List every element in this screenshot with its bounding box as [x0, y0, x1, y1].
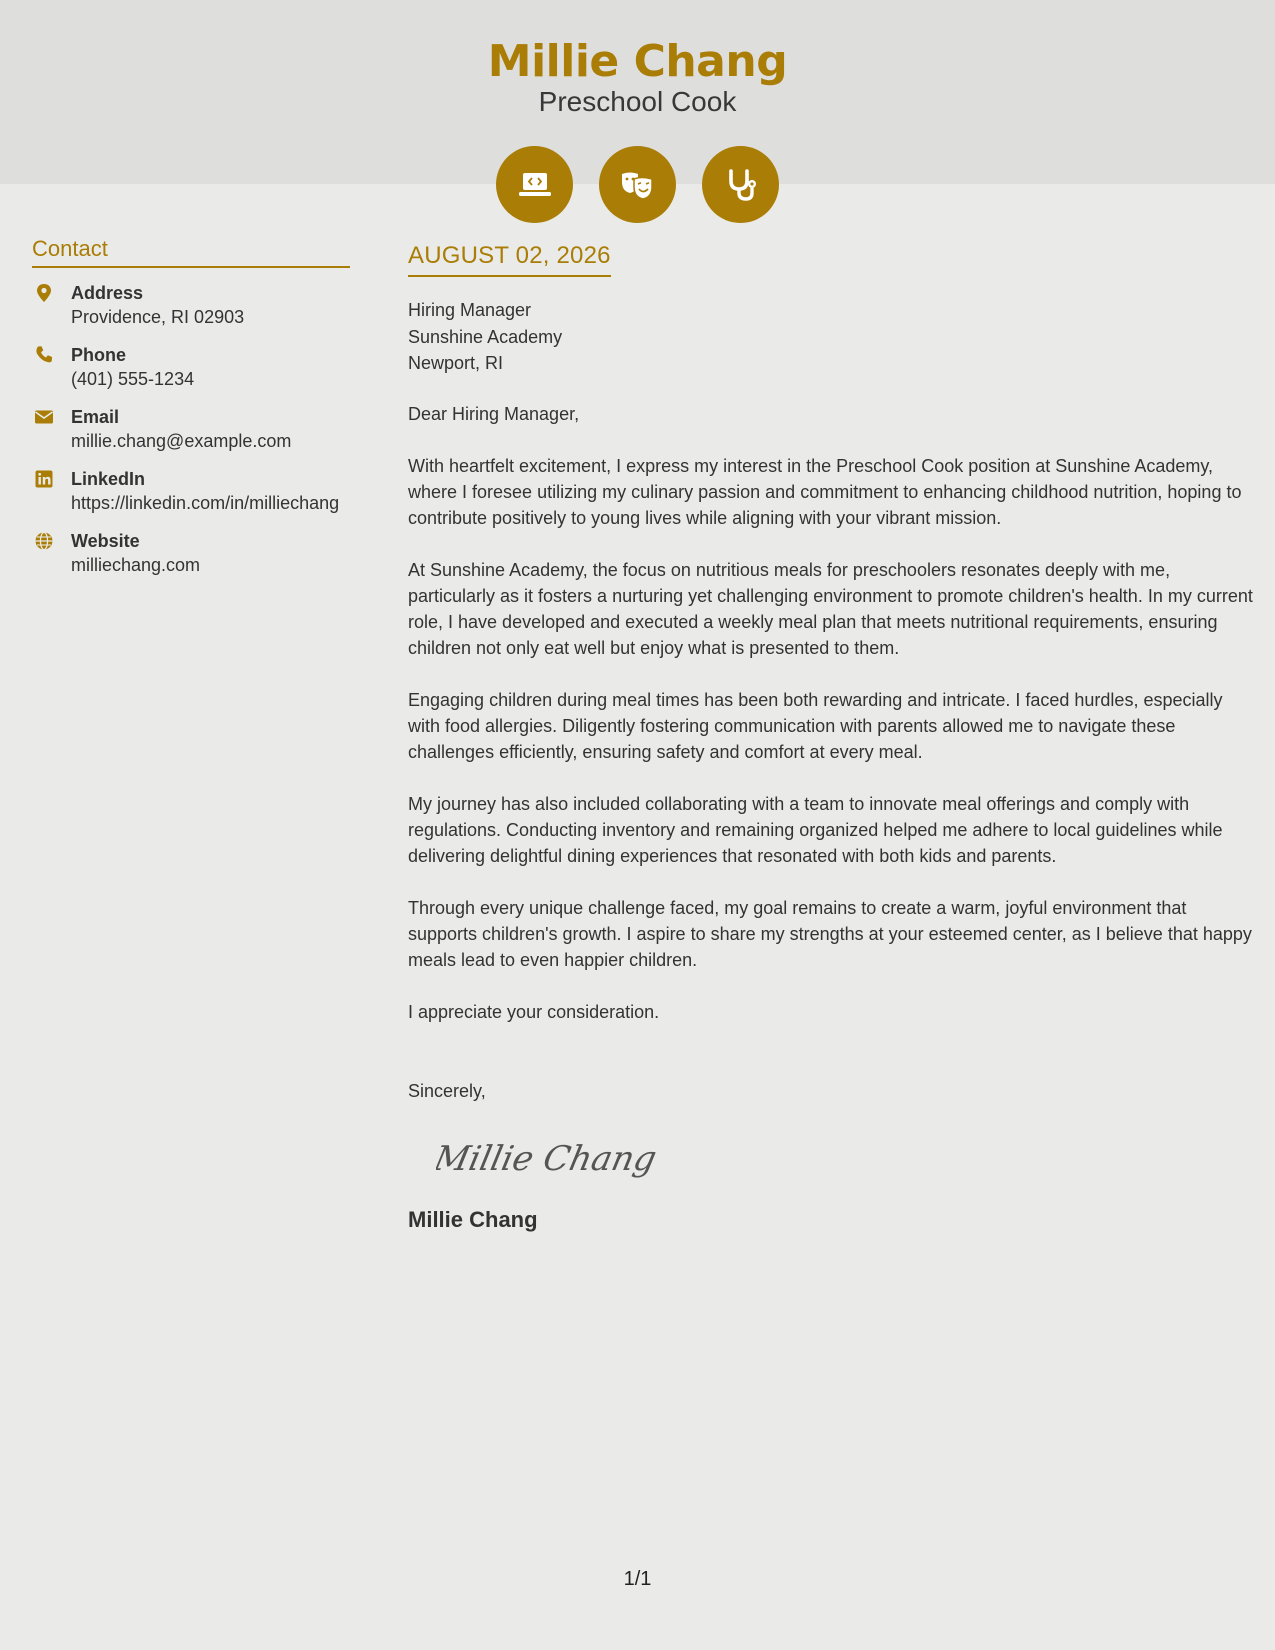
map-pin-icon [34, 283, 54, 303]
contact-label: Phone [71, 345, 127, 365]
signature [436, 1134, 1253, 1193]
contact-address [32, 281, 350, 330]
recipient-block [408, 297, 1253, 377]
contact-heading: Contact [32, 236, 350, 268]
contact-label: Address [71, 283, 144, 303]
laptop-code-icon [496, 146, 573, 223]
signature-text: Millie Chang [436, 1138, 656, 1179]
stethoscope-icon [702, 146, 779, 223]
interest-icons [496, 146, 779, 223]
globe-icon [34, 531, 54, 551]
paragraph: Engaging children during meal times has been both rewarding and intricate. I faced hurdles, especially with food allergies. Diligently fostering communication with parents allowed me to navigate these challenges efficiently, ensuring safety and comfort at every meal. [408, 689, 1223, 762]
letter-date: AUGUST 02, 2026 [408, 241, 611, 277]
recipient-line: Newport, RI [408, 353, 504, 373]
paragraph: At Sunshine Academy, the focus on nutritious meals for preschoolers resonates deeply with me, particularly as it fosters a nurturing yet challenging environment to promote children's health. In my current role, I have developed and executed a weekly meal plan that meets nutritional requirements, ensuring children not only eat well but enjoy what is presented to them. [408, 559, 1253, 658]
contact-value[interactable]: https://linkedin.com/in/milliechang [71, 493, 340, 513]
candidate-name: Millie Chang [487, 36, 788, 87]
contact-phone [32, 343, 350, 392]
page-indicator: 1/1 [623, 1568, 652, 1590]
contact-email [32, 405, 350, 454]
phone-icon [34, 345, 54, 365]
signer-name: Millie Chang [408, 1206, 538, 1232]
paragraph: With heartfelt excitement, I express my interest in the Preschool Cook position at Sunshine Academy, where I foresee utilizing my culinary passion and commitment to enhancing childhood nutrition, hoping to contribute positively to young lives while aligning with your vibrant mission. [408, 455, 1242, 528]
recipient-line: Sunshine Academy [408, 326, 563, 347]
contact-value[interactable]: milliechang.com [71, 555, 201, 575]
paragraph: Through every unique challenge faced, my goal remains to create a warm, joyful environment that supports children's growth. I aspire to share my strengths at your esteemed center, as I believe that happy meals lead to even happier children. [408, 897, 1252, 970]
recipient-line: Hiring Manager [408, 300, 532, 320]
contact-value[interactable]: millie.chang@example.com [71, 431, 292, 451]
signature-image [436, 1134, 656, 1186]
linkedin-icon [34, 469, 54, 489]
paragraph: My journey has also included collaborating with a team to innovate meal offerings and comply with regulations. Conducting inventory and remaining organized helped me adhere to local guidelines while delivering delightful dining experiences that resonated with both kids and parents. [408, 793, 1223, 866]
contact-label: Email [71, 407, 120, 427]
contact-linkedin [32, 467, 350, 516]
contact-value: (401) 555-1234 [71, 369, 195, 389]
contact-label: LinkedIn [71, 469, 146, 489]
sign-off: Sincerely, [408, 1080, 486, 1101]
contact-website [32, 529, 350, 578]
contact-sidebar [32, 236, 350, 578]
candidate-role: Preschool Cook [538, 86, 737, 117]
salutation: Dear Hiring Manager, [408, 403, 580, 424]
contact-value: Providence, RI 02903 [71, 307, 245, 327]
contact-label: Website [71, 531, 140, 551]
closing-thanks: I appreciate your consideration. [408, 1001, 660, 1022]
letter-body [408, 241, 1253, 1233]
envelope-icon [34, 407, 54, 427]
theater-masks-icon [599, 146, 676, 223]
